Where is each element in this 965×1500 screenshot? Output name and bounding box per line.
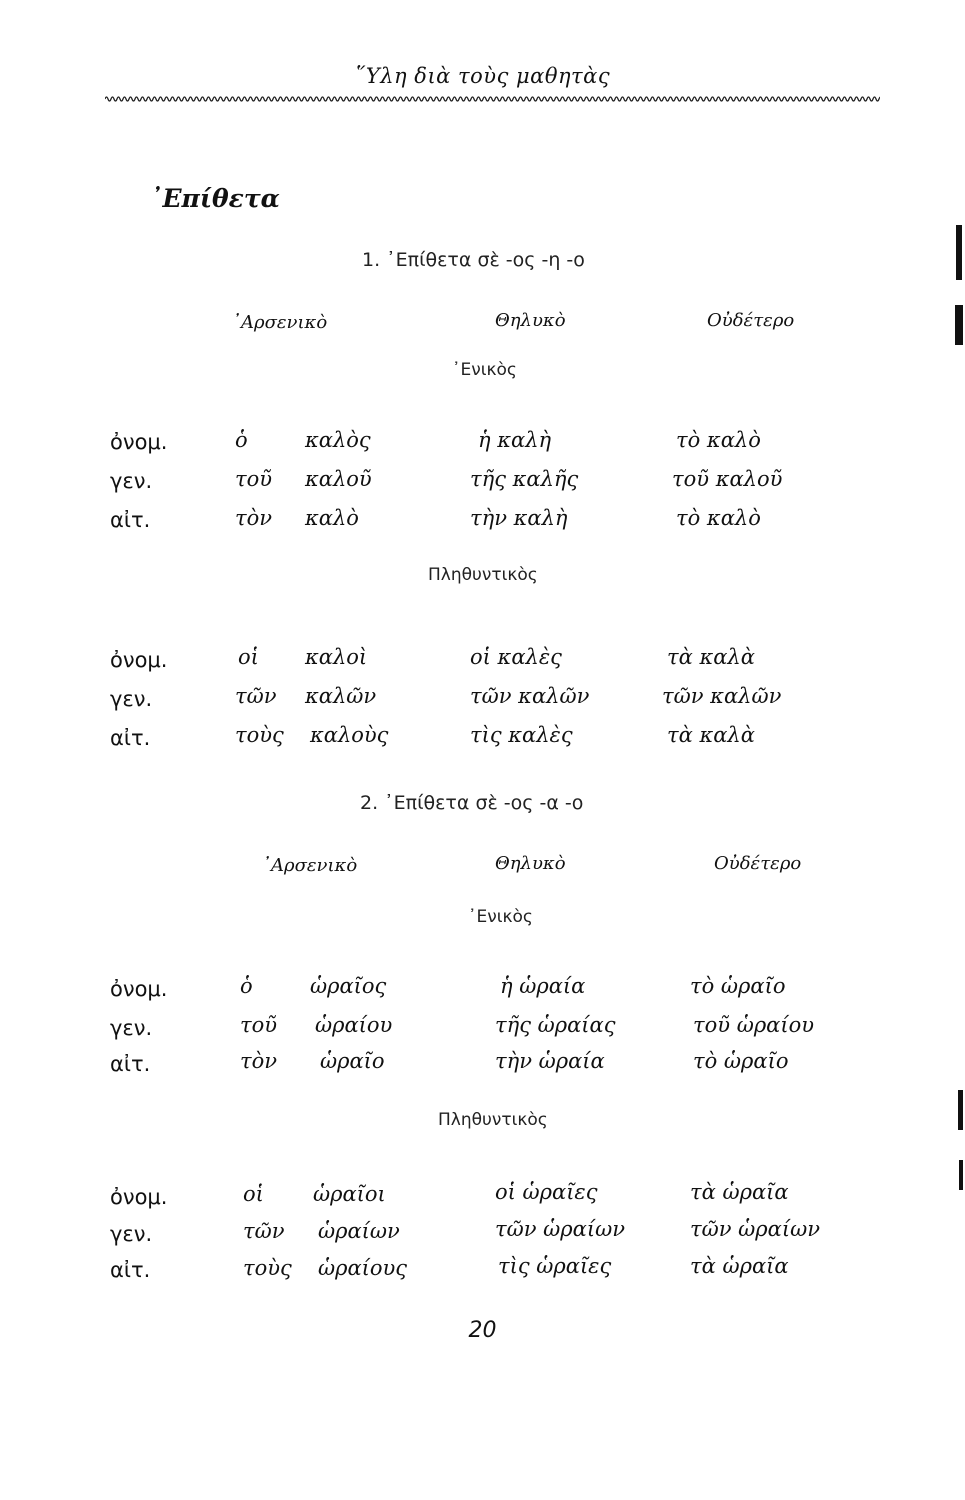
masc-article: τῶν (243, 1219, 285, 1243)
gender-feminine: Θηλυκὸ (495, 310, 566, 331)
case-label: γεν. (110, 1016, 153, 1040)
gender-masculine: ᾿Αρσενικὸ (232, 312, 328, 333)
masc-form: καλοῦ (305, 467, 372, 491)
fem-form: τῆς καλῆς (470, 467, 579, 491)
case-label: αἰτ. (110, 1052, 151, 1076)
number-plural: Πληθυντικὸς (438, 1110, 548, 1130)
fem-form: τὴν ὡραία (495, 1049, 605, 1073)
fem-form: οἱ ὡραῖες (495, 1180, 598, 1204)
scan-edge-mark (958, 1090, 963, 1130)
gender-neuter: Οὐδέτερο (707, 310, 795, 331)
fem-form: ἡ ὡραία (500, 974, 586, 998)
case-label: αἰτ. (110, 726, 151, 750)
fem-form: τὶς ὡραῖες (498, 1254, 612, 1278)
neut-form: τὸ καλὸ (676, 428, 761, 452)
block-heading: 1. ᾿Επίθετα σὲ -ος -η -ο (362, 249, 585, 271)
masc-article: οἱ (238, 645, 259, 669)
neut-form: τῶν ὡραίων (690, 1217, 820, 1241)
masc-form: ὡραίους (318, 1256, 408, 1280)
masc-form: καλοὶ (305, 645, 368, 669)
masc-form: καλὸς (305, 428, 371, 452)
neut-form: τὰ καλὰ (667, 723, 755, 747)
gender-masculine: ᾿Αρσενικὸ (262, 855, 358, 876)
case-label: αἰτ. (110, 508, 151, 532)
neut-form: τὰ ὡραῖα (690, 1180, 789, 1204)
masc-article: τοὺς (235, 723, 284, 747)
case-label: γεν. (110, 687, 153, 711)
case-label: γεν. (110, 1222, 153, 1246)
number-singular: ᾿Ενικὸς (452, 360, 517, 380)
case-label: αἰτ. (110, 1258, 151, 1282)
scan-edge-mark (955, 305, 963, 345)
masc-article: οἱ (243, 1182, 264, 1206)
masc-form: καλῶν (305, 684, 377, 708)
case-label: ὀνομ. (110, 1185, 168, 1209)
masc-form: ὡραῖος (310, 974, 387, 998)
masc-article: τῶν (235, 684, 277, 708)
fem-form: τὶς καλὲς (470, 723, 573, 747)
fem-form: τὴν καλὴ (470, 506, 568, 530)
gender-feminine: Θηλυκὸ (495, 853, 566, 874)
masc-form: ὡραίων (318, 1219, 400, 1243)
case-label: ὀνομ. (110, 648, 168, 672)
fem-form: τῶν ὡραίων (495, 1217, 625, 1241)
case-label: ὀνομ. (110, 430, 168, 454)
neut-form: τοῦ καλοῦ (672, 467, 783, 491)
scan-edge-mark (959, 1160, 963, 1190)
neut-form: τὰ ὡραῖα (690, 1254, 789, 1278)
neut-form: τῶν καλῶν (662, 684, 782, 708)
case-label: ὀνομ. (110, 977, 168, 1001)
neut-form: τὸ ὡραῖο (690, 974, 786, 998)
neut-form: τὸ ὡραῖο (693, 1049, 789, 1073)
neut-form: τοῦ ὡραίου (693, 1013, 814, 1037)
masc-article: τοῦ (240, 1013, 278, 1037)
masc-article: τὸν (235, 506, 273, 530)
case-label: γεν. (110, 469, 153, 493)
masc-article: ὁ (240, 974, 253, 998)
neut-form: τὸ καλὸ (676, 506, 761, 530)
masc-article: ὁ (235, 428, 248, 452)
fem-form: ἡ καλὴ (478, 428, 552, 452)
masc-form: καλὸ (305, 506, 359, 530)
page-number: 20 (468, 1318, 497, 1343)
section-title: ᾿Επίθετα (150, 184, 280, 213)
masc-article: τοὺς (243, 1256, 292, 1280)
fem-form: τῶν καλῶν (470, 684, 590, 708)
scan-edge-mark (956, 225, 962, 280)
gender-neuter: Οὐδέτερο (714, 853, 802, 874)
masc-form: ὡραῖοι (313, 1182, 386, 1206)
block-heading: 2. ᾿Επίθετα σὲ -ος -α -ο (360, 792, 584, 814)
fem-form: οἱ καλὲς (470, 645, 562, 669)
masc-form: ὡραῖο (320, 1049, 385, 1073)
masc-article: τοῦ (235, 467, 273, 491)
fem-form: τῆς ὡραίας (495, 1013, 616, 1037)
wavy-rule (105, 94, 880, 104)
masc-form: ὡραίου (315, 1013, 393, 1037)
running-title: ῞Υλη διὰ τοὺς μαθητὰς (354, 64, 611, 88)
number-plural: Πληθυντικὸς (428, 565, 538, 585)
masc-article: τὸν (240, 1049, 278, 1073)
number-singular: ᾿Ενικὸς (468, 907, 533, 927)
masc-form: καλοὺς (310, 723, 389, 747)
neut-form: τὰ καλὰ (667, 645, 755, 669)
